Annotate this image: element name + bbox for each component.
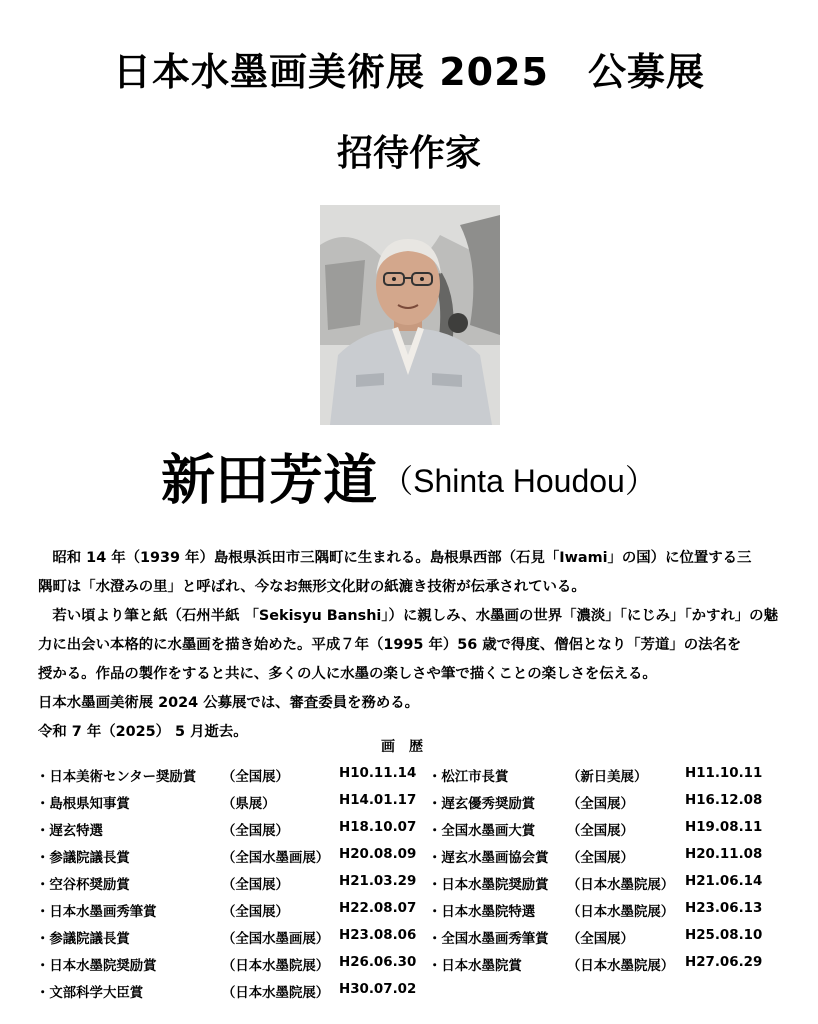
award-name: ・日本水墨画秀筆賞 [36, 905, 157, 920]
history-row [428, 951, 818, 978]
award-name: ・日本水墨院特選 [428, 905, 536, 920]
bio-line: 力に出会い本格的に水墨画を描き始めた。平成７年（1995 年）56 歳で得度、僧侶となり「芳道」の法名を [38, 637, 742, 653]
bio-line: 昭和 14 年（1939 年）島根県浜田市三隅町に生まれる。島根県西部（石見「Iwami」の国）に位置する三 [38, 550, 752, 566]
award-date: H20.08.09 [339, 847, 417, 862]
award-date: H26.06.30 [339, 955, 417, 970]
exhibition-name: （日本水墨院展） [222, 959, 330, 974]
award-name: ・島根県知事賞 [36, 797, 130, 812]
history-row [36, 978, 426, 1005]
artist-name-japanese: 新田芳道 [161, 448, 378, 512]
history-row [428, 762, 818, 789]
exhibition-name: （新日美展） [567, 770, 648, 785]
history-row [36, 789, 426, 816]
exhibition-name: （全国展） [222, 905, 289, 920]
award-date: H21.06.14 [685, 874, 763, 889]
exhibition-name: （全国水墨画展） [222, 932, 330, 947]
award-name: ・日本水墨院奨励賞 [428, 878, 549, 893]
history-row [36, 897, 426, 924]
history-row [428, 789, 818, 816]
portrait-illustration [320, 205, 500, 425]
bio-line: 隅町は「水澄みの里」と呼ばれ、今なお無形文化財の紙漉き技術が伝承されている。 [38, 579, 586, 595]
award-date: H21.03.29 [339, 874, 417, 889]
exhibition-name: （全国展） [222, 878, 289, 893]
award-date: H22.08.07 [339, 901, 417, 916]
exhibition-name: （全国展） [567, 797, 634, 812]
artist-portrait [320, 205, 500, 425]
history-column-left [36, 762, 426, 1005]
award-date: H20.11.08 [685, 847, 763, 862]
exhibition-name: （県展） [222, 797, 276, 812]
history-column-right [428, 762, 818, 978]
exhibition-name: （全国展） [222, 824, 289, 839]
history-row [36, 870, 426, 897]
exhibition-name: （全国展） [567, 824, 634, 839]
award-name: ・遅玄水墨画協会賞 [428, 851, 549, 866]
award-name: ・文部科学大臣賞 [36, 986, 144, 1001]
exhibition-name: （全国展） [567, 851, 634, 866]
award-date: H14.01.17 [339, 793, 417, 808]
history-row [36, 762, 426, 789]
artist-biography [38, 544, 790, 747]
history-row [36, 816, 426, 843]
award-date: H30.07.02 [339, 982, 417, 997]
award-date: H25.08.10 [685, 928, 763, 943]
award-date: H11.10.11 [685, 766, 763, 781]
history-row [428, 843, 818, 870]
award-name: ・参議院議長賞 [36, 932, 130, 947]
exhibition-name: （日本水墨院展） [567, 905, 675, 920]
award-name: ・遅玄優秀奨励賞 [428, 797, 536, 812]
history-row [36, 951, 426, 978]
exhibition-name: （全国展） [222, 770, 289, 785]
history-row [428, 897, 818, 924]
history-row [428, 924, 818, 951]
bio-line: 令和 7 年（2025） 5 月逝去。 [38, 724, 248, 740]
award-date: H27.06.29 [685, 955, 763, 970]
award-date: H18.10.07 [339, 820, 417, 835]
history-row [36, 924, 426, 951]
history-row [428, 870, 818, 897]
page-subtitle: 招待作家 [336, 133, 481, 174]
award-date: H23.08.06 [339, 928, 417, 943]
artist-name [0, 440, 818, 521]
page-title: 日本水墨画美術展 2025 公募展 [113, 50, 705, 94]
award-name: ・日本美術センター奨励賞 [36, 770, 197, 785]
artist-name-romaji: （Shinta Houdou） [381, 462, 657, 499]
exhibition-name: （日本水墨院展） [222, 986, 330, 1001]
bio-line: 日本水墨画美術展 2024 公募展では、審査委員を務める。 [38, 695, 420, 711]
history-row [36, 843, 426, 870]
history-heading: 画歴 [381, 739, 437, 755]
bio-line: 授かる。作品の製作をすると共に、多くの人に水墨の楽しさや筆で描くことの楽しさを伝える。 [38, 666, 657, 682]
history-row [428, 816, 818, 843]
exhibition-name: （日本水墨院展） [567, 959, 675, 974]
award-name: ・日本水墨院奨励賞 [36, 959, 157, 974]
award-name: ・全国水墨画秀筆賞 [428, 932, 549, 947]
exhibition-name: （日本水墨院展） [567, 878, 675, 893]
bio-line: 若い頃より筆と紙（石州半紙 「Sekisyu Banshi」）に親しみ、水墨画の世界「濃淡」「にじみ」「かすれ」の魅 [38, 608, 778, 624]
award-date: H23.06.13 [685, 901, 763, 916]
award-date: H19.08.11 [685, 820, 763, 835]
award-date: H10.11.14 [339, 766, 417, 781]
award-name: ・松江市長賞 [428, 770, 509, 785]
award-name: ・遅玄特選 [36, 824, 103, 839]
exhibition-name: （全国展） [567, 932, 634, 947]
exhibition-name: （全国水墨画展） [222, 851, 330, 866]
award-name: ・全国水墨画大賞 [428, 824, 536, 839]
award-name: ・参議院議長賞 [36, 851, 130, 866]
award-name: ・日本水墨院賞 [428, 959, 522, 974]
award-date: H16.12.08 [685, 793, 763, 808]
award-name: ・空谷杯奨励賞 [36, 878, 130, 893]
